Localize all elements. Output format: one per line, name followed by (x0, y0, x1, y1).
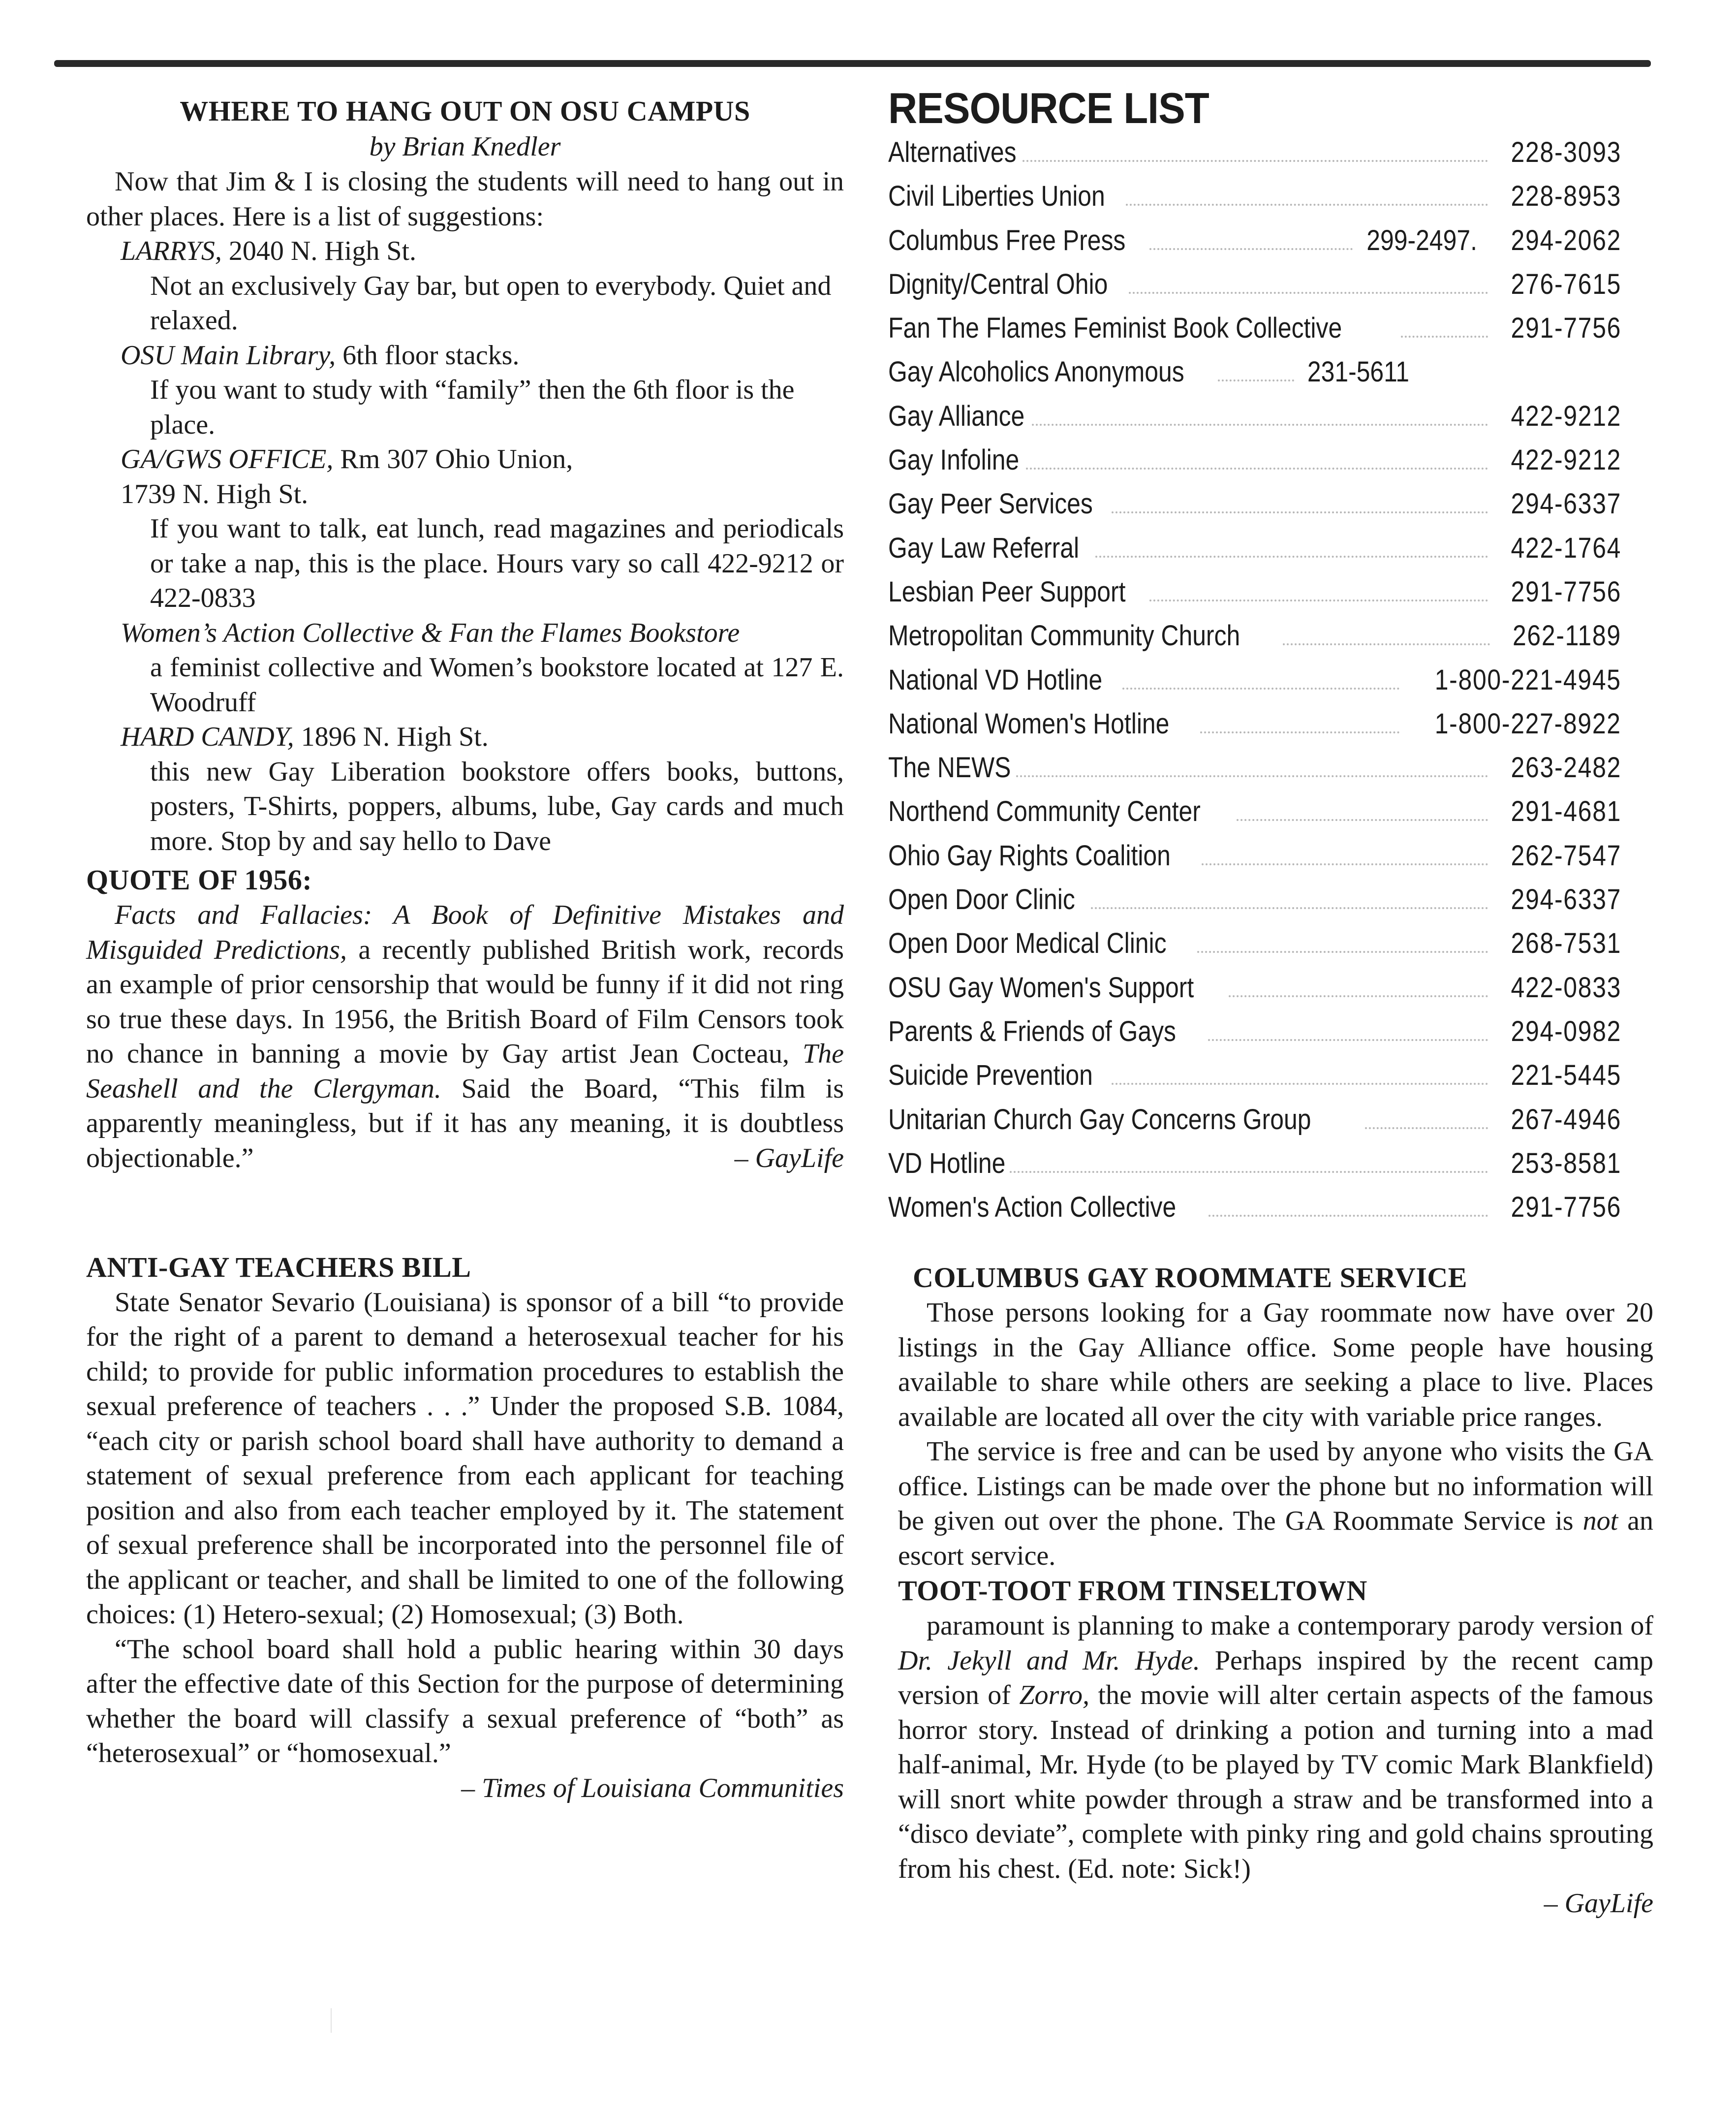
venue-name: LARRYS, (121, 236, 222, 266)
resource-list-item (888, 180, 1621, 223)
resource-list-item (888, 575, 1621, 619)
resource-name: Open Door Clinic (888, 884, 1075, 916)
leader-dots (1237, 819, 1488, 821)
venue-name: Women’s Action Collective & Fan the Flames Bookstore (121, 617, 740, 648)
resource-phone: 262-7547 (1511, 839, 1621, 872)
resource-phone: 262-1189 (1513, 620, 1621, 652)
resource-list-item (888, 839, 1621, 883)
quote-text: Said the Board, “This film is apparently meaningless, but if it has any meaning, it is doubtless objectionable.” (86, 1073, 844, 1173)
resource-name: Ohio Gay Rights Coalition (888, 839, 1171, 872)
resource-name: Gay Infoline (888, 444, 1020, 476)
resource-phone: 294-6337 (1511, 488, 1621, 520)
resource-list-item (888, 1191, 1621, 1234)
resource-name: Metropolitan Community Church (888, 620, 1240, 652)
resource-phone: 268-7531 (1511, 927, 1621, 960)
resource-name: Civil Liberties Union (888, 180, 1105, 213)
intro-paragraph: Now that Jim & I is closing the students will need to hang out in other places. Here is a list of suggestions: (86, 166, 844, 232)
resource-phone: 228-8953 (1511, 180, 1621, 213)
resource-name: OSU Gay Women's Support (888, 971, 1194, 1004)
venue-name: GA/GWS OFFICE, (121, 444, 334, 474)
leader-dots (1091, 907, 1488, 909)
venue-address: 1896 N. High St. (294, 722, 489, 752)
byline: by Brian Knedler (369, 131, 561, 162)
resource-phone: 291-7756 (1511, 1191, 1621, 1224)
resource-list-item (888, 663, 1621, 707)
leader-dots (1112, 1083, 1488, 1085)
body-text: The service is free and can be used by anyone who visits the GA office. Listings can be made over the phone but no information will be given out over the phone. The GA Roommate Service is (898, 1436, 1653, 1537)
right-column (888, 84, 1656, 1921)
article-roommate-service (888, 1260, 1656, 1573)
scan-artifact (331, 2008, 332, 2033)
emphasis: not (1582, 1506, 1618, 1537)
resource-list-item (888, 355, 1621, 399)
resource-name: Women's Action Collective (888, 1191, 1177, 1224)
resource-phone: 276-7615 (1511, 268, 1621, 300)
resource-name: Fan The Flames Feminist Book Collective (888, 312, 1342, 345)
quote-paragraph (86, 898, 844, 1175)
venue-name: HARD CANDY, (121, 722, 294, 752)
resource-list-item (888, 971, 1621, 1015)
leader-dots (1200, 731, 1399, 733)
resource-list-item (888, 312, 1621, 355)
film-title: Dr. Jekyll and Mr. Hyde. (898, 1645, 1200, 1676)
resource-phone: 1-800-221-4945 (1434, 663, 1621, 696)
venue-item (86, 338, 844, 442)
resource-name: Suicide Prevention (888, 1059, 1093, 1092)
venue-name: OSU Main Library, (121, 340, 336, 371)
resource-name: The NEWS (888, 752, 1011, 784)
body-paragraph: Those persons looking for a Gay roommate now have over 20 listings in the Gay Alliance office. Some people have housing available to share while others are seeking a place to live. Places available are located all over the city with variable price ranges. (898, 1297, 1653, 1432)
venue-item (86, 720, 844, 858)
leader-dots (1122, 688, 1399, 690)
resource-list-item (888, 487, 1621, 531)
resource-name: Gay Law Referral (888, 532, 1080, 564)
film-title: Zorro, (1019, 1680, 1090, 1711)
resource-name: Lesbian Peer Support (888, 575, 1126, 608)
top-rule (54, 60, 1651, 67)
resource-phone: 228-3093 (1511, 136, 1621, 168)
venue-description: If you want to study with “family” then the 6th floor is the place. (150, 375, 795, 440)
resource-name: Gay Peer Services (888, 488, 1093, 520)
venue-address-cont: 1739 N. High St. (121, 478, 309, 509)
resource-phone: 291-4681 (1511, 795, 1621, 828)
leader-dots (1202, 863, 1488, 865)
venue-address: 6th floor stacks. (336, 340, 520, 371)
body-text: an escort service. (898, 1506, 1654, 1571)
article-quote-1956 (86, 862, 844, 1176)
resource-name: Columbus Free Press (888, 224, 1126, 256)
resource-list-item (888, 532, 1621, 575)
article-title: TOOT-TOOT FROM TINSELTOWN (898, 1575, 1367, 1607)
resource-list-item (888, 224, 1621, 268)
film-title: The Seashell and the Clergyman. (86, 1039, 844, 1104)
body-text: the movie will alter certain aspects of the famous horror story. Instead of drinking a potion and turning into a mad half-animal, Mr. Hyde (to be played by TV comic Mark Blankfield) will snort white powder through a straw and be transformed into a “disco deviate”, complete with pinky ring and gold chains sprouting from his chest. (Ed. note: Sick!) (898, 1680, 1653, 1884)
article-title: QUOTE OF 1956: (86, 864, 312, 896)
resource-list-item (888, 443, 1621, 487)
left-column (86, 94, 844, 1805)
leader-dots (1283, 643, 1490, 645)
resource-phone: 422-9212 (1511, 444, 1621, 476)
venue-address: Rm 307 Ohio Union, (333, 444, 573, 474)
resource-list-item (888, 1103, 1621, 1147)
venue-description: Not an exclusively Gay bar, but open to everybody. Quiet and relaxed. (150, 270, 832, 336)
leader-dots (1229, 995, 1488, 997)
leader-dots (1149, 248, 1353, 250)
leader-dots (1209, 1215, 1488, 1217)
body-text: paramount is planning to make a contemporary parody version of (927, 1610, 1653, 1641)
article-teachers-bill (86, 1250, 844, 1806)
body-paragraph (898, 1609, 1653, 1886)
body-paragraph (898, 1434, 1653, 1573)
resource-phone: 294-2062 (1511, 224, 1621, 256)
body-paragraph: “The school board shall hold a public hearing within 30 days after the effective date of this Section for the purpose of determining whether the board will classify a sexual preference of “both” as “heterosexual” or “homosexual.” (86, 1634, 844, 1768)
resource-list-item (888, 619, 1621, 663)
resource-phone: 422-9212 (1511, 400, 1621, 432)
leader-dots (1218, 379, 1295, 381)
resource-phone: 291-7756 (1511, 575, 1621, 608)
leader-dots (1032, 424, 1488, 426)
resource-name: National VD Hotline (888, 663, 1103, 696)
resource-phone: 263-2482 (1511, 752, 1621, 784)
resource-phone: 294-6337 (1511, 884, 1621, 916)
resource-list-item (888, 883, 1621, 927)
resource-phone: 294-0982 (1511, 1015, 1621, 1047)
resource-list-item (888, 707, 1621, 751)
resource-list (888, 84, 1656, 1234)
resource-name: Unitarian Church Gay Concerns Group (888, 1103, 1311, 1136)
venue-description: If you want to talk, eat lunch, read magazines and periodicals or take a nap, this is the place. Hours vary so call 422-9212 or 422-0833 (150, 513, 844, 613)
resource-name: Northend Community Center (888, 795, 1201, 828)
resource-phone: 422-1764 (1511, 532, 1621, 564)
leader-dots (1126, 204, 1488, 206)
resource-phone: 221-5445 (1511, 1059, 1621, 1092)
body-text: Perhaps inspired by the recent camp version of (898, 1645, 1653, 1711)
resource-name: Gay Alliance (888, 400, 1025, 432)
venue-item (86, 234, 844, 338)
article-title: WHERE TO HANG OUT ON OSU CAMPUS (180, 95, 750, 127)
resource-list-item (888, 751, 1621, 795)
attribution: – GayLife (734, 1143, 844, 1173)
resource-phone: 253-8581 (1511, 1147, 1621, 1179)
leader-dots (1365, 1127, 1488, 1129)
resource-list-title: RESOURCE LIST (888, 84, 1209, 132)
resource-list-item (888, 136, 1621, 180)
article-title: COLUMBUS GAY ROOMMATE SERVICE (913, 1262, 1467, 1294)
leader-dots (1112, 511, 1488, 513)
leader-dots (1197, 951, 1488, 953)
leader-dots (1016, 775, 1488, 777)
venue-address: 2040 N. High St. (221, 236, 417, 266)
resource-name: Open Door Medical Clinic (888, 927, 1167, 960)
quote-text: a recently published British work, records an example of prior censorship that would be funny if it did not ring so true these days. In 1956, the British Board of Film Censors took no chance in banning a movie by Gay artist Jean Cocteau, (86, 934, 844, 1069)
leader-dots (1095, 556, 1488, 558)
leader-dots (1208, 1039, 1488, 1041)
book-title: Facts and Fallacies: A Book of Definitive Mistakes and Misguided Predictions, (86, 900, 844, 965)
attribution: – GayLife (1544, 1888, 1653, 1919)
resource-phone: 291-7756 (1511, 312, 1621, 345)
resource-name: Dignity/Central Ohio (888, 268, 1108, 300)
resource-list-item (888, 795, 1621, 839)
resource-alt-phone: 299-2497. (1366, 224, 1477, 256)
resource-list-item (888, 400, 1621, 443)
attribution: – Times of Louisiana Communities (461, 1772, 844, 1803)
article-tinseltown (888, 1573, 1656, 1921)
leader-dots (1010, 1171, 1488, 1173)
body-paragraph: State Senator Sevario (Louisiana) is sponsor of a bill “to provide for the right of a parent to demand a heterosexual teacher for his child; to provide for public information procedures to establish the sexual preference of teachers . . .” Under the proposed S.B. 1084, “each city or parish school board shall have authority to demand a statement of sexual preference from each applicant for teaching position and also from each teacher employed by it. The statement of sexual preference shall be incorporated into the personnel file of the applicant or teacher, and shall be limited to one of the following choices: (1) Hetero-sexual; (2) Homosexual; (3) Both. (86, 1287, 844, 1630)
resource-name: Gay Alcoholics Anonymous (888, 356, 1184, 388)
leader-dots (1023, 160, 1488, 162)
resource-name: Parents & Friends of Gays (888, 1015, 1176, 1047)
resource-name: Alternatives (888, 136, 1017, 168)
resource-list-item (888, 1059, 1621, 1103)
leader-dots (1401, 336, 1488, 338)
venue-description: a feminist collective and Women’s bookstore located at 127 E. Woodruff (150, 652, 844, 718)
resource-phone: 422-0833 (1511, 971, 1621, 1004)
leader-dots (1149, 600, 1488, 601)
resource-alt-phone: 231-5611 (1307, 356, 1410, 388)
resource-phone: 267-4946 (1511, 1103, 1621, 1136)
resource-list-item (888, 1015, 1621, 1059)
venue-description: this new Gay Liberation bookstore offers books, buttons, posters, T-Shirts, poppers, albums, lube, Gay cards and much more. Stop by and say hello to Dave (150, 756, 844, 856)
resource-list-item (888, 1147, 1621, 1191)
resource-phone: 1-800-227-8922 (1434, 707, 1621, 740)
resource-name: National Women's Hotline (888, 707, 1170, 740)
venue-item (86, 442, 844, 616)
resource-name: VD Hotline (888, 1147, 1006, 1179)
resource-list-items (888, 136, 1656, 1234)
resource-list-item (888, 927, 1621, 971)
venue-item (86, 616, 844, 720)
resource-list-item (888, 268, 1621, 312)
leader-dots (1026, 468, 1488, 470)
article-hangout (86, 94, 844, 858)
article-title: ANTI-GAY TEACHERS BILL (86, 1251, 471, 1283)
leader-dots (1129, 292, 1488, 294)
